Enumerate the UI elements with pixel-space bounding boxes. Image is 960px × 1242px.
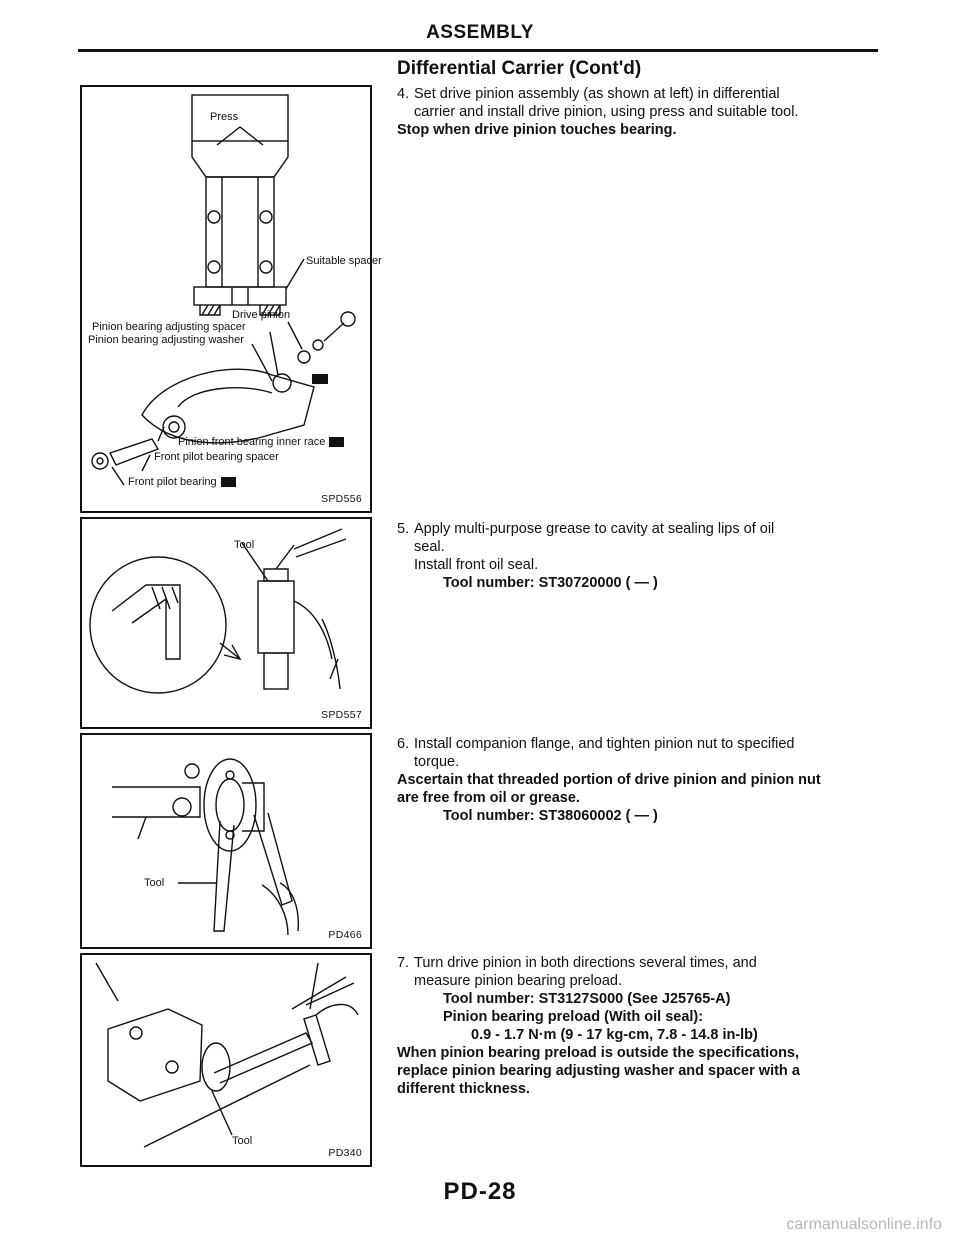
label-press: Press	[210, 111, 239, 123]
preload-measurement-illustration	[82, 955, 370, 1165]
label-tool: Tool	[232, 1135, 253, 1147]
figure-id: SPD557	[321, 709, 362, 721]
step-text: Turn drive pinion in both directions several times, and	[414, 955, 757, 971]
label-inner-race	[178, 436, 344, 448]
figure-id: SPD556	[321, 493, 362, 505]
watermark: carmanualsonline.info	[786, 1216, 942, 1233]
step-number: 7.	[397, 955, 410, 971]
page-number: PD-28	[443, 1178, 517, 1205]
step-warning: different thickness.	[397, 1081, 530, 1097]
service-tag-icon	[221, 477, 236, 487]
label-inner-race-text: Pinion front bearing inner race	[178, 436, 326, 448]
figure-drive-pinion-assembly	[80, 85, 382, 513]
label-adjusting-washer: Pinion bearing adjusting washer	[88, 334, 244, 346]
label-pilot-bearing-text: Front pilot bearing	[128, 476, 217, 488]
step-6	[397, 735, 879, 825]
tool-number: Tool number: ST3127S000 (See J25765-A)	[443, 991, 731, 1007]
companion-flange-illustration	[82, 735, 370, 947]
step-text: Set drive pinion assembly (as shown at left) in differential	[414, 86, 780, 102]
label-tool: Tool	[144, 877, 165, 889]
step-text: seal.	[414, 539, 445, 555]
step-number: 6.	[397, 736, 410, 752]
step-5	[397, 520, 879, 592]
figure-id: PD340	[328, 1147, 362, 1159]
step-4	[397, 85, 879, 139]
page-header: ASSEMBLY	[426, 22, 534, 43]
step-number: 4.	[397, 86, 410, 102]
step-text: Install front oil seal.	[414, 557, 539, 573]
service-tag-icon	[329, 437, 344, 447]
label-pilot-bearing	[128, 476, 236, 488]
label-tool: Tool	[234, 539, 255, 551]
figure-companion-flange	[80, 733, 372, 949]
tool-number: Tool number: ST38060002 ( — )	[443, 808, 658, 824]
step-7	[397, 954, 879, 1098]
section-title: Differential Carrier (Cont'd)	[397, 58, 642, 79]
figure-preload-measure	[80, 953, 372, 1167]
step-warning: replace pinion bearing adjusting washer and spacer with a	[397, 1063, 800, 1079]
step-text: measure pinion bearing preload.	[414, 973, 622, 989]
label-drive-pinion: Drive pinion	[232, 309, 291, 321]
tool-number: Tool number: ST30720000 ( — )	[443, 575, 658, 591]
preload-value: 0.9 - 1.7 N·m (9 - 17 kg-cm, 7.8 - 14.8 in-lb)	[471, 1027, 758, 1043]
step-text: carrier and install drive pinion, using press and suitable tool.	[414, 104, 799, 120]
step-note: Stop when drive pinion touches bearing.	[397, 122, 677, 138]
step-note: are free from oil or grease.	[397, 790, 580, 806]
label-pilot-spacer: Front pilot bearing spacer	[154, 451, 279, 463]
header-rule	[78, 49, 878, 52]
step-note: Ascertain that threaded portion of drive pinion and pinion nut	[397, 772, 821, 788]
step-number: 5.	[397, 521, 410, 537]
step-text: Apply multi-purpose grease to cavity at sealing lips of oil	[414, 521, 775, 537]
step-text: Install companion flange, and tighten pinion nut to specified	[414, 736, 795, 752]
label-suitable-spacer: Suitable spacer	[306, 255, 382, 267]
step-text: torque.	[414, 754, 460, 770]
label-adjusting-spacer: Pinion bearing adjusting spacer	[92, 321, 246, 333]
figure-front-oil-seal	[80, 517, 372, 729]
step-warning: When pinion bearing preload is outside the specifications,	[397, 1045, 800, 1061]
figure-id: PD466	[328, 929, 362, 941]
oil-seal-installation-illustration	[82, 519, 370, 727]
preload-label: Pinion bearing preload (With oil seal):	[443, 1009, 704, 1025]
